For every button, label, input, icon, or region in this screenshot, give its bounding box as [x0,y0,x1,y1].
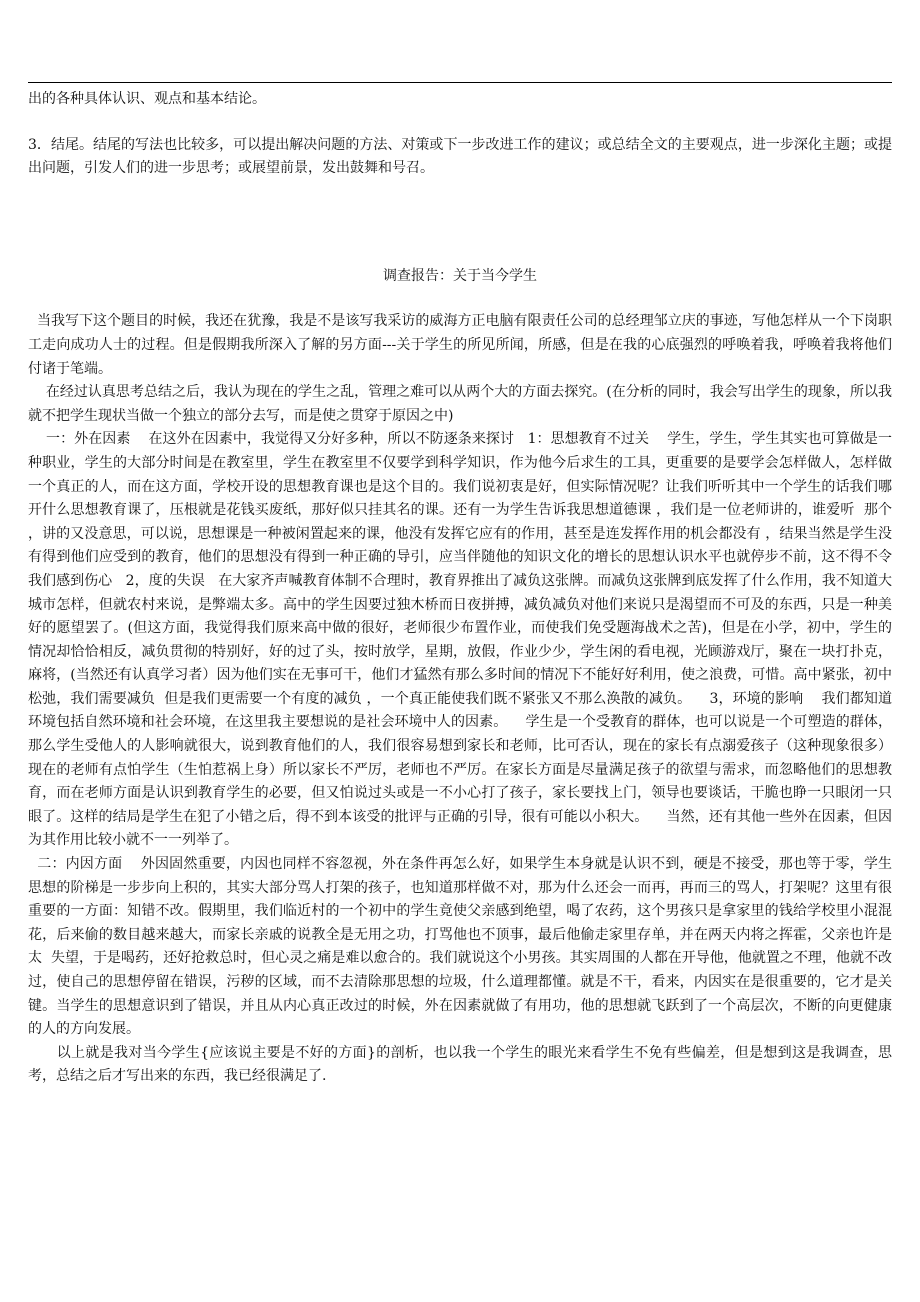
report-title: 调查报告：关于当今学生 [383,267,537,284]
paragraph-conclusion: 以上就是我对当今学生{应该说主要是不好的方面}的剖析，也以我一个学生的眼光来看学生不免有些偏差，但是想到这是我调查，思考，总结之后才写出来的东西，我已经很满足了. [28,1044,892,1085]
continuation-line: 出的各种具体认识、观点和基本结论。 [28,91,266,107]
document-body [28,88,897,1089]
paragraph-overview: 在经过认真思考总结之后，我认为现在的学生之乱，管理之难可以从两个大的方面去探究。(在分析的同时，我会写出学生的现象，所以我就不把学生现状当做一个独立的部分去写，而是使之贯穿于原因之中) [28,384,892,424]
item-3-paragraph: 3．结尾。结尾的写法也比较多，可以提出解决问题的方法、对策或下一步改进工作的建议；或总结全文的主要观点，进一步深化主题；或提出问题，引发人们的进一步思考；或展望前景，发出鼓舞和号召。 [28,136,892,177]
paragraph-internal-factors: 二：内因方面 外因固然重要，内因也同样不容忽视，外在条件再怎么好，如果学生本身就是认识不到，硬是不接受，那也等于零，学生思想的阶梯是一步步向上积的，其实大部分骂人打架的孩子，也知道那样做不对，那为什么还会一而再，再而三的骂人，打架呢？这里有很重要的一方面：知错不改。假期里，我们临近村的一个初中的学生竟使父亲感到绝望，喝了农药，这个男孩只是拿家里的钱给学校里小混混花，后来偷的数目越来越大，而家长亲戚的说教全是无用之功，打骂他也不顶事，最后他偷走家里存单，并在两天内将之挥霍，父亲也许是太 失望，于是喝药，还好抢救总时，但心灵之痛是难以愈合的。我们就说这个小男孩。其实周围的人都在开导他，他就置之不理，他就不改过，使自己的思想停留在错误，污秽的区域，而不去清除那思想的垃圾，什么道理都懂。就是不干，看来，内因实在是很重要的，它才是关键。当学生的思想意识到了错误，并且从内心真正改过的时候，外在因素就做了有用功，他的思想就飞跃到了一个高层次，不断的向更健康的人的方向发展。 [28,856,892,1038]
paragraph-intro: 当我写下这个题目的时候，我还在犹豫，我是不是该写我采访的威海方正电脑有限责任公司的总经理邹立庆的事迹，写他怎样从一个下岗职工走向成功人士的过程。但是假期我所深入了解的另方面---关于学生的所见所闻，所感，但是在我的心底强烈的呼唤着我，呼唤着我将他们付诸于笔端。 [28,313,892,377]
header-rule [28,82,892,83]
paragraph-external-factors: 一：外在因素 在这外在因素中，我觉得又分好多种，所以不防逐条来探讨 1：思想教育不过关 学生，学生，学生其实也可算做是一种职业，学生的大部分时间是在教室里，学生在教室里不仅要学到科学知识，作为他今后求生的工具，更重要的是要学会怎样做人，怎样做一个真正的人，而在这方面，学校开设的思想教育课也是这个目的。我们说初衷是好，但实际情况呢？让我们听听其中一个学生的话我们哪开什么思想教育课了，压根就是花钱买废纸，那好似只挂其名的课。还有一为学生告诉我思想道德课 ，我们是一位老师讲的，谁爱听 那个 ，讲的又没意思，可以说，思想课是一种被闲置起来的课，他没有发挥它应有的作用，甚至是连发挥作用的机会都没有 ，结果当然是学生没有得到他们应受到的教育，他们的思想没有得到一种正确的导引，应当伴随他的知识文化的增长的思想认识水平也就停步不前，这不得不令我们感到伤心 2，度的失误 在大家齐声喊教育体制不合理时，教育界推出了减负这张牌。而减负这张牌到底发挥了什么作用，我不知道大城市怎样，但就农村来说，是弊端太多。高中的学生因要过独木桥而日夜拼搏，减负减负对他们来说只是渴望而不可及的东西，只是一种美好的愿望罢了。(但这方面，我觉得我们原来高中做的很好，老师很少布置作业，而使我们免受题海战术之苦)，但是在小学，初中，学生的情况却恰恰相反，减负贯彻的特别好，好的过了头，按时放学，星期，放假，作业少少，学生闲的看电视，光顾游戏厅，聚在一块打扑克，麻将，(当然还有认真学习者）因为他们实在无事可干，他们才猛然有那么多时间的情况下不能好好利用，使之浪费，可惜。高中紧张，初中松弛，我们需要减负 但是我们更需要一个有度的减负 ，一个真正能使我们既不紧张又不那么涣散的减负。 3，环境的影响 我们都知道环境包括自然环境和社会环境，在这里我主要想说的是社会环境中人的因素。 学生是一个受教育的群体，也可以说是一个可塑造的群体，那么学生受他人的人影响就很大，说到教育他们的人，我们很容易想到家长和老师，比可否认，现在的家长有点溺爱孩子（这种现象很多）现在的老师有点怕学生（生怕惹祸上身）所以家长不严厉，老师也不严厉。在家长方面是尽量满足孩子的欲望与需求，而忽略他们的思想教育，而在老师方面是认识到教育学生的必要，但又怕说过头或是一不小心打了孩子，家长要找上门，领导也要谈话，干脆也睁一只眼闭一只眼了。这样的结局是学生在犯了小错之后，得不到本该受的批评与正确的引导，很有可能以小积大。 当然，还有其他一些外在因素，但因为其作用比较小就不一一列举了。 [28,431,897,849]
